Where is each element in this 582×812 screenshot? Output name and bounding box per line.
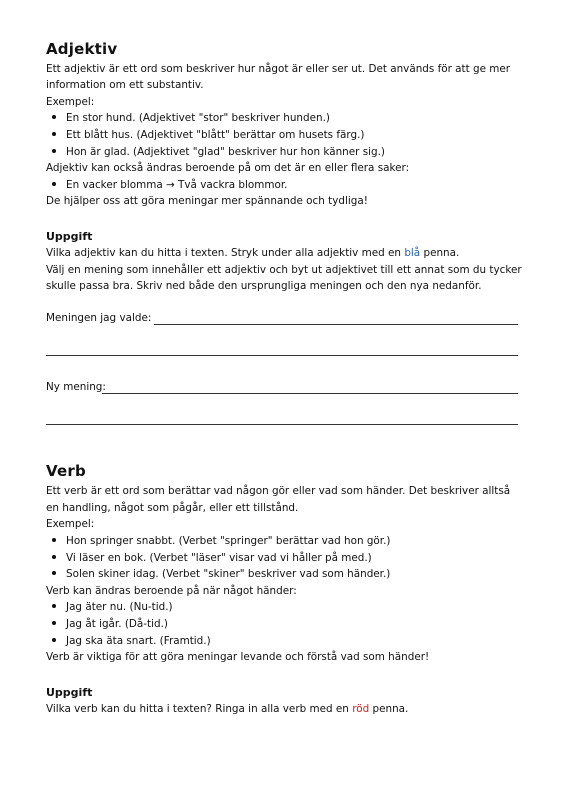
bullet-icon <box>52 571 56 575</box>
uppgift-1-line-1: Vilka adjektiv kan du hitta i texten. Stryk under alla adjektiv med en blå penna. <box>46 247 460 259</box>
verb-examples-label: Exempel: <box>46 518 95 530</box>
red-pen-word: röd <box>352 703 370 715</box>
section-title-verb: Verb <box>46 462 86 480</box>
list-item: Hon är glad. (Adjektivet "glad" beskriver hur hon känner sig.) <box>52 144 385 161</box>
list-item: Hon springer snabbt. (Verbet "springer" berättar vad hon gör.) <box>52 533 390 550</box>
section-title-adjektiv: Adjektiv <box>46 40 118 58</box>
adjektiv-intro-line-1: Ett adjektiv är ett ord som beskriver hur något är eller ser ut. Det används för att ge mer <box>46 63 511 75</box>
bullet-icon <box>52 538 56 542</box>
field-ny-mening[interactable] <box>46 380 518 396</box>
list-item: Vi läser en bok. (Verbet "läser" visar vad vi håller på med.) <box>52 550 372 567</box>
verb-intro-line-1: Ett verb är ett ord som berättar vad någon gör eller vad som händer. Det beskriver alltså <box>46 485 511 497</box>
write-line[interactable] <box>154 324 518 325</box>
bullet-icon <box>52 149 56 153</box>
list-item: Solen skiner idag. (Verbet "skiner" beskriver vad som händer.) <box>52 566 390 583</box>
field-label: Meningen jag valde: <box>46 312 152 324</box>
blue-pen-word: blå <box>404 247 421 259</box>
uppgift-1-line-2: Välj en mening som innehåller ett adjektiv och byt ut adjektivet till ett annat som du tycker <box>46 264 522 276</box>
uppgift-title-2: Uppgift <box>46 686 93 699</box>
field-label: Ny mening: <box>46 381 106 393</box>
list-item: Jag ska äta snart. (Framtid.) <box>52 633 211 650</box>
verb-intro-line-2: en handling, något som pågår, eller ett tillstånd. <box>46 502 299 514</box>
adjektiv-examples-label: Exempel: <box>46 96 95 108</box>
write-line[interactable] <box>46 355 518 356</box>
adjektiv-change-text: Adjektiv kan också ändras beroende på om det är en eller flera saker: <box>46 162 410 174</box>
list-item: Ett blått hus. (Adjektivet "blått" berättar om husets färg.) <box>52 127 364 144</box>
bullet-icon <box>52 604 56 608</box>
adjektiv-intro-line-2: information om ett substantiv. <box>46 79 204 91</box>
bullet-icon <box>52 132 56 136</box>
write-line[interactable] <box>46 424 518 425</box>
bullet-icon <box>52 621 56 625</box>
bullet-icon <box>52 182 56 186</box>
verb-closing: Verb är viktiga för att göra meningar levande och förstå vad som händer! <box>46 651 430 663</box>
list-item: En vacker blomma → Två vackra blommor. <box>52 177 287 194</box>
list-item: En stor hund. (Adjektivet "stor" beskriver hunden.) <box>52 110 330 127</box>
verb-change-text: Verb kan ändras beroende på när något händer: <box>46 585 297 597</box>
bullet-icon <box>52 638 56 642</box>
adjektiv-closing: De hjälper oss att göra meningar mer spännande och tydliga! <box>46 195 368 207</box>
list-item: Jag äter nu. (Nu-tid.) <box>52 599 173 616</box>
uppgift-1-line-3: skulle passa bra. Skriv ned både den ursprungliga meningen och den nya nedanför. <box>46 280 482 292</box>
bullet-icon <box>52 115 56 119</box>
uppgift-title-1: Uppgift <box>46 230 93 243</box>
uppgift-2-line-1: Vilka verb kan du hitta i texten? Ringa in alla verb med en röd penna. <box>46 703 409 715</box>
list-item: Jag åt igår. (Då-tid.) <box>52 616 168 633</box>
field-meningen-jag-valde[interactable] <box>46 311 518 327</box>
bullet-icon <box>52 555 56 559</box>
write-line[interactable] <box>102 393 518 394</box>
